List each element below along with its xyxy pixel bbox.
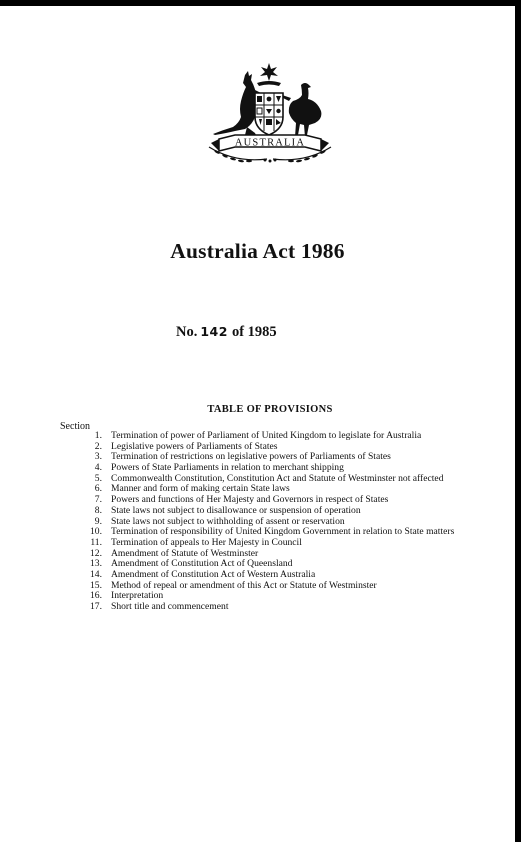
provision-item bbox=[60, 602, 490, 613]
provision-number: 14. bbox=[90, 568, 102, 580]
toc-heading: TABLE OF PROVISIONS bbox=[207, 404, 333, 415]
provision-item bbox=[60, 538, 490, 549]
provision-title: Interpretation bbox=[111, 590, 164, 602]
act-number-prefix: No. bbox=[176, 324, 198, 340]
act-title: Australia Act 1986 bbox=[170, 239, 345, 263]
provision-title: Termination of restrictions on legislative powers of Parliaments of States bbox=[111, 451, 391, 463]
act-number bbox=[176, 324, 277, 341]
provision-number: 16. bbox=[90, 590, 102, 602]
provision-number: 4. bbox=[94, 462, 102, 474]
provision-title: Legislative powers of Parliaments of States bbox=[111, 440, 278, 452]
provision-number: 15. bbox=[90, 579, 102, 591]
scan-border-right bbox=[515, 0, 521, 842]
provision-number: 3. bbox=[94, 451, 102, 463]
provision-title: Amendment of Constitution Act of Queensland bbox=[111, 558, 293, 570]
provision-number: 6. bbox=[94, 483, 102, 495]
provision-title: State laws not subject to disallowance or suspension of operation bbox=[111, 504, 361, 516]
provision-number: 1. bbox=[94, 430, 102, 441]
provision-number: 12. bbox=[90, 547, 102, 559]
provision-title: Amendment of Statute of Westminster bbox=[111, 547, 259, 559]
provision-number: 17. bbox=[90, 601, 102, 612]
provision-number: 11. bbox=[90, 536, 102, 548]
coat-of-arms-icon bbox=[205, 61, 335, 165]
provision-number: 9. bbox=[94, 515, 102, 527]
provision-title: Method of repeal or amendment of this Act or Statute of Westminster bbox=[111, 579, 377, 591]
provision-title: Termination of responsibility of United Kingdom Government in relation to State matters bbox=[111, 526, 455, 538]
act-number-year: of 1985 bbox=[231, 324, 277, 340]
provision-number: 8. bbox=[94, 504, 102, 516]
section-column-label: Section bbox=[60, 421, 90, 432]
scroll-text: AUSTRALIA bbox=[234, 137, 306, 149]
provision-number: 7. bbox=[94, 494, 102, 506]
document-page bbox=[0, 6, 515, 842]
provision-title: State laws not subject to withholding of assent or reservation bbox=[111, 515, 345, 527]
provision-number: 2. bbox=[94, 440, 102, 452]
provision-title: Powers of State Parliaments in relation to merchant shipping bbox=[111, 462, 344, 474]
provision-title: Termination of power of Parliament of United Kingdom to legislate for Australia bbox=[111, 430, 422, 441]
provision-number: 5. bbox=[94, 472, 102, 484]
provision-item bbox=[60, 506, 490, 517]
provision-number: 13. bbox=[90, 558, 102, 570]
provision-title: Amendment of Constitution Act of Western Australia bbox=[111, 568, 316, 580]
provision-title: Powers and functions of Her Majesty and Governors in respect of States bbox=[111, 494, 389, 506]
provisions-list bbox=[60, 431, 490, 613]
provision-title: Commonwealth Constitution, Constitution Act and Statute of Westminster not affected bbox=[111, 472, 444, 484]
provision-number: 10. bbox=[90, 526, 102, 538]
handwritten-act-number: 142 bbox=[200, 324, 228, 339]
provision-title: Manner and form of making certain State laws bbox=[111, 483, 290, 495]
provision-title: Short title and commencement bbox=[111, 601, 229, 612]
provision-title: Termination of appeals to Her Majesty in Council bbox=[111, 536, 302, 548]
